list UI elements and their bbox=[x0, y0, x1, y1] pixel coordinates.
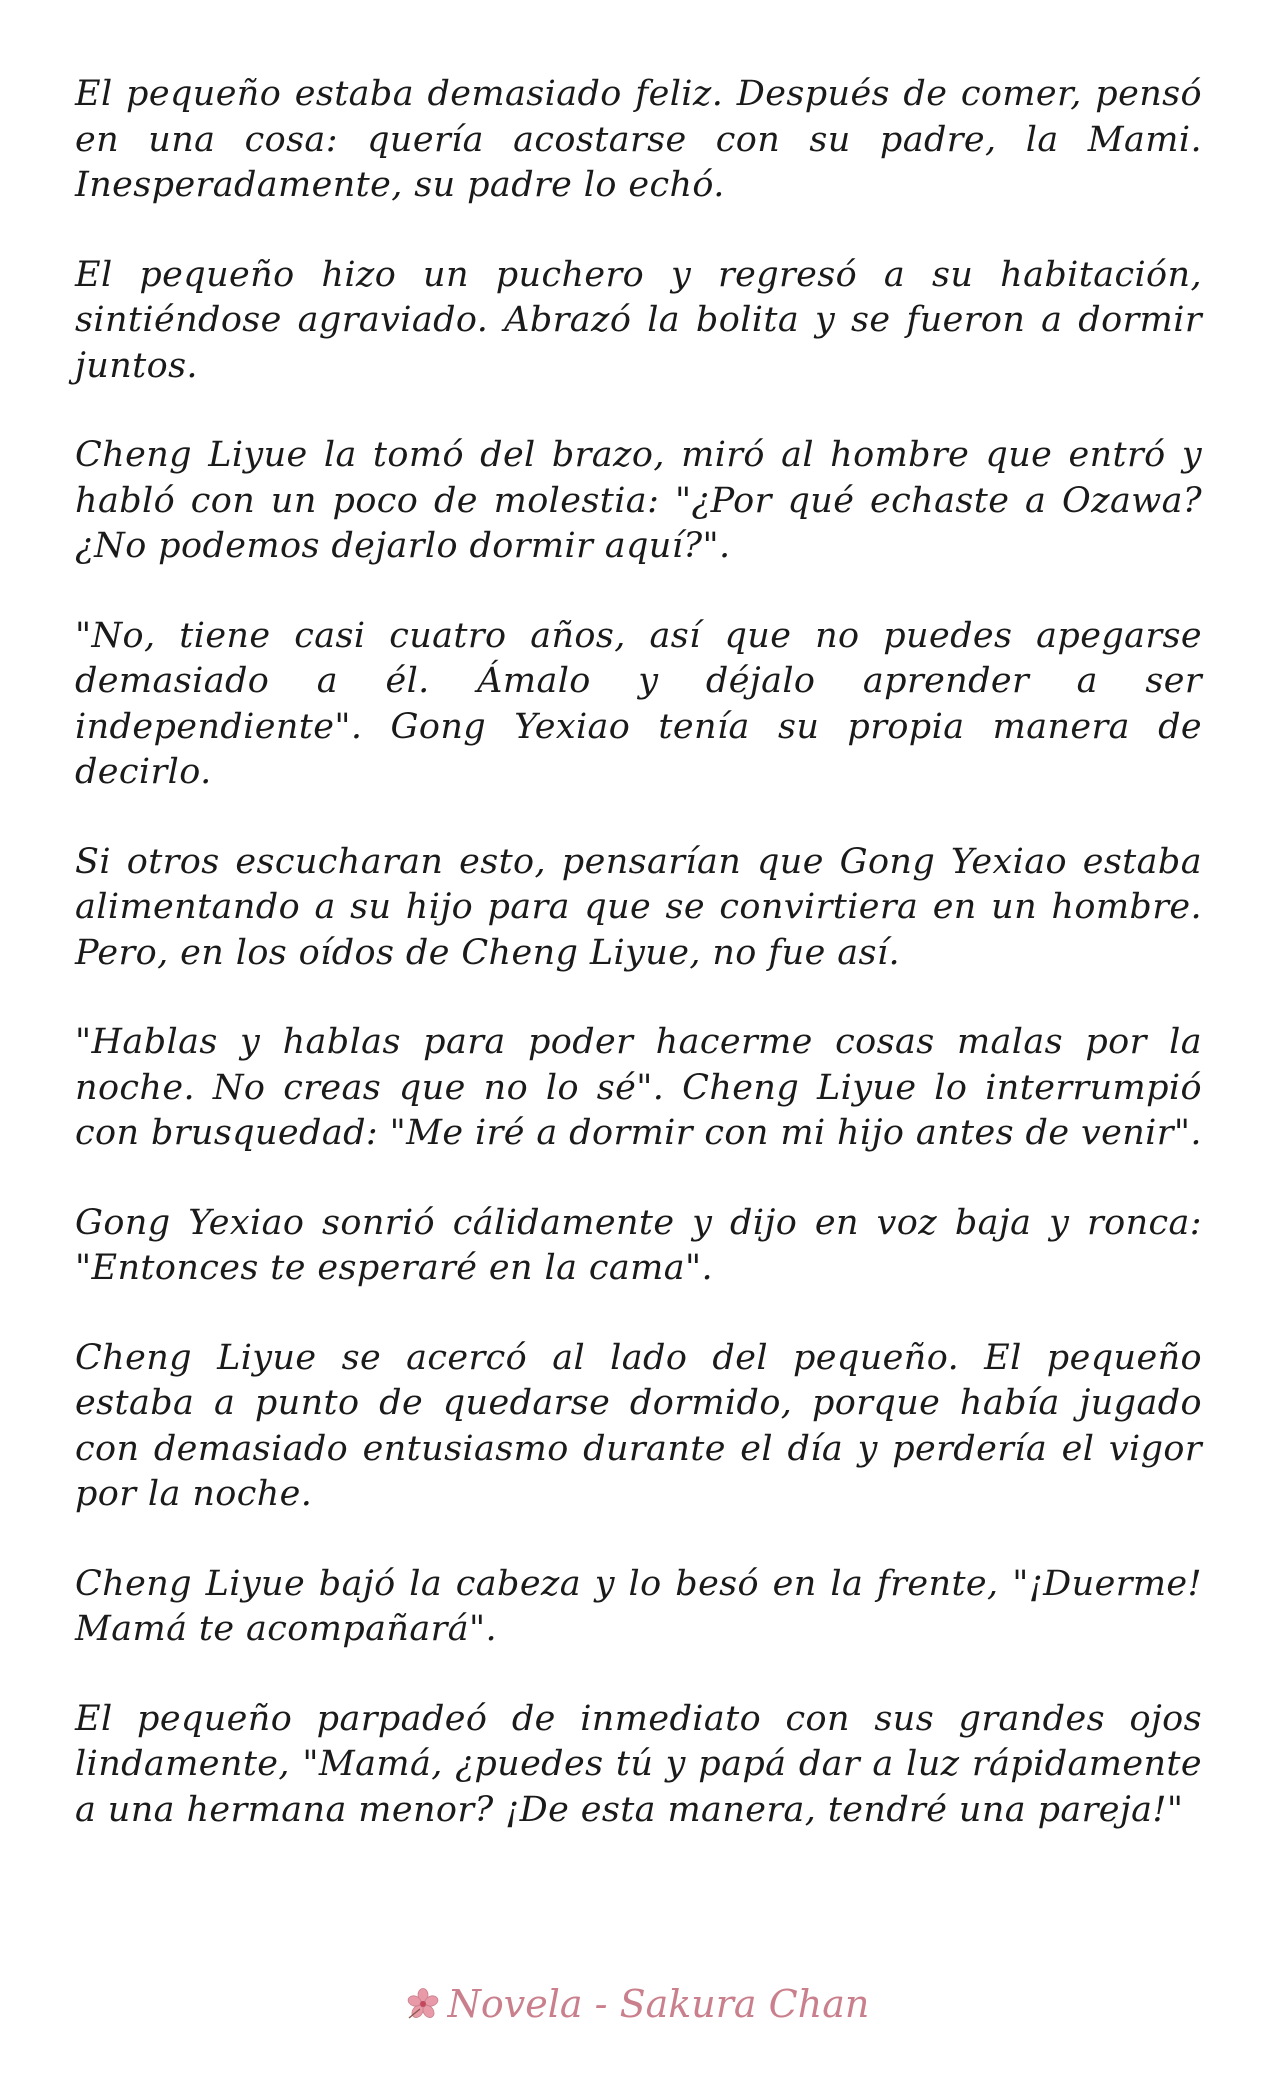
paragraph-7: Gong Yexiao sonrió cálidamente y dijo en voz baja y ronca: "Entonces te esperaré en la cama". bbox=[75, 1202, 1202, 1288]
paragraph-4: "No, tiene casi cuatro años, así que no puedes apegarse demasiado a él. Ámalo y déjalo aprender a ser independiente". Gong Yexiao tenía su propia manera de decirlo. bbox=[75, 615, 1202, 792]
cherry-blossom-icon bbox=[406, 1987, 440, 2021]
paragraph-10: El pequeño parpadeó de inmediato con sus grandes ojos lindamente, "Mamá, ¿puedes tú y papá dar a luz rápidamente a una hermana menor? ¡De esta manera, tendré una pareja!" bbox=[75, 1698, 1202, 1830]
paragraph-3: Cheng Liyue la tomó del brazo, miró al hombre que entró y habló con un poco de molestia: "¿Por qué echaste a Ozawa? ¿No podemos dejarlo dormir aquí?". bbox=[75, 435, 1202, 566]
story-text bbox=[75, 72, 1202, 1877]
paragraph-1: El pequeño estaba demasiado feliz. Después de comer, pensó en una cosa: quería acostarse con su padre, la Mami. Inesperadamente, su padre lo echó. bbox=[75, 74, 1202, 205]
paragraph-2: El pequeño hizo un puchero y regresó a su habitación, sintiéndose agraviado. Abrazó la bolita y se fueron a dormir juntos. bbox=[75, 254, 1202, 386]
watermark-text: Novela - Sakura Chan bbox=[447, 1982, 870, 2026]
paragraph-8: Cheng Liyue se acercó al lado del pequeño. El pequeño estaba a punto de quedarse dormido, porque había jugado con demasiado entusiasmo durante el día y perdería el vigor por la noche. bbox=[75, 1337, 1202, 1514]
paragraph-9: Cheng Liyue bajó la cabeza y lo besó en la frente, "¡Duerme! Mamá te acompañará". bbox=[75, 1563, 1202, 1649]
paragraph-6: "Hablas y hablas para poder hacerme cosas malas por la noche. No creas que no lo sé". Cheng Liyue lo interrumpió con brusquedad: "Me iré a dormir con mi hijo antes de venir". bbox=[75, 1022, 1202, 1153]
watermark bbox=[0, 1982, 1275, 2026]
paragraph-5: Si otros escucharan esto, pensarían que Gong Yexiao estaba alimentando a su hijo para que se convirtiera en un hombre. Pero, en los oídos de Cheng Liyue, no fue así. bbox=[75, 841, 1202, 973]
